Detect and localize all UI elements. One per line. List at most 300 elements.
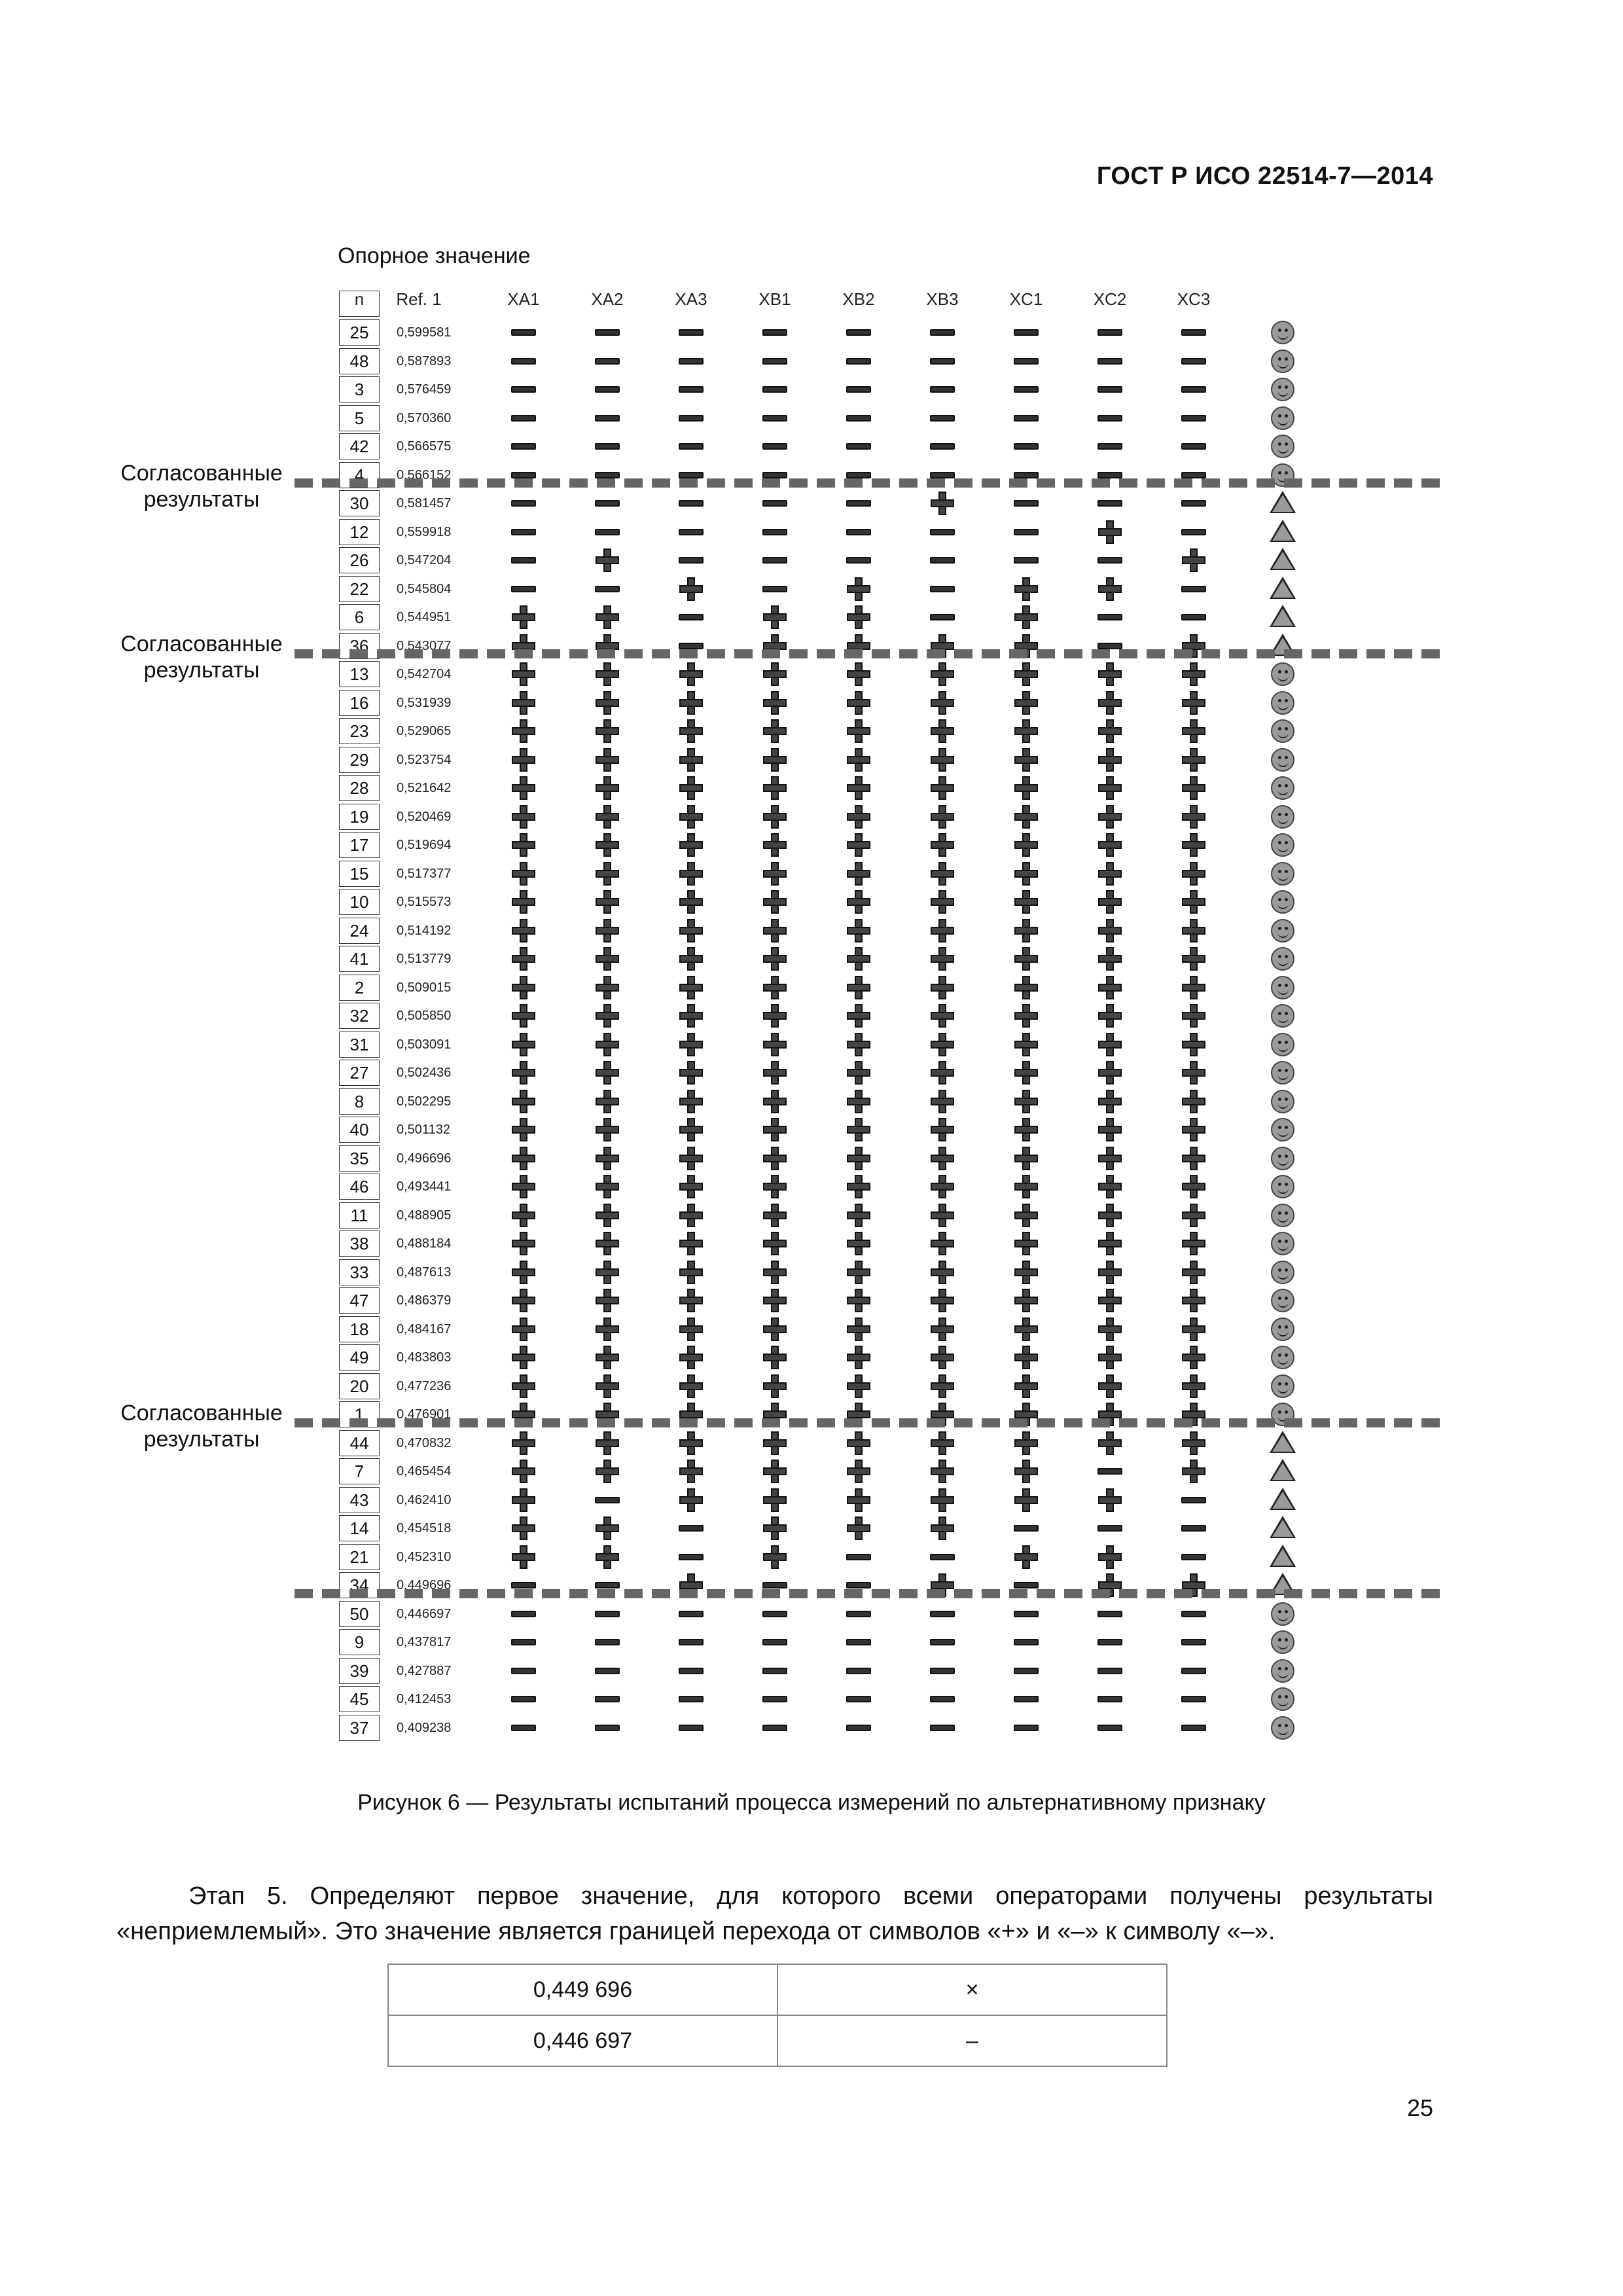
plus-icon [847, 1004, 870, 1028]
plus-icon [763, 1318, 787, 1341]
plus-icon [847, 1431, 870, 1455]
minus-icon [595, 415, 620, 422]
plus-icon [1014, 1004, 1038, 1028]
minus-icon [846, 329, 871, 336]
plus-icon [1182, 1232, 1205, 1255]
smiley-icon [1271, 1261, 1294, 1284]
plus-icon [512, 662, 535, 686]
smiley-icon [1271, 748, 1294, 772]
plus-icon [1182, 1318, 1205, 1341]
plus-icon [1098, 947, 1122, 971]
minus-icon [930, 1554, 955, 1560]
minus-icon [1097, 443, 1122, 450]
plus-icon [931, 1147, 954, 1170]
minus-icon [511, 358, 536, 365]
plus-icon [931, 1261, 954, 1284]
reference-value: 0,517377 [397, 866, 452, 881]
plus-icon [763, 1204, 787, 1227]
plus-icon [931, 919, 954, 942]
smiley-icon [1271, 862, 1294, 886]
minus-icon [1097, 386, 1122, 393]
plus-icon [679, 1004, 703, 1028]
plus-icon [847, 862, 870, 886]
minus-icon [679, 1525, 704, 1532]
minus-icon [930, 1611, 955, 1617]
reference-value: 0,531939 [397, 695, 452, 710]
plus-icon [1182, 1033, 1205, 1056]
plus-icon [847, 776, 870, 800]
plus-icon [512, 1061, 535, 1085]
plus-icon [763, 833, 787, 857]
minus-icon [1014, 1668, 1039, 1674]
minus-icon [511, 443, 536, 450]
minus-icon [1014, 358, 1039, 365]
plus-icon [1098, 862, 1122, 886]
reference-value: 0,488905 [397, 1208, 452, 1223]
plus-icon [512, 605, 535, 629]
reference-value: 0,502295 [397, 1094, 452, 1109]
row-number-cell: 23 [339, 718, 380, 744]
plus-icon [1182, 1289, 1205, 1312]
minus-icon [930, 358, 955, 365]
plus-icon [1014, 890, 1038, 914]
plus-icon [1014, 691, 1038, 715]
smiley-icon [1271, 976, 1294, 999]
plus-icon [763, 1346, 787, 1369]
triangle-icon [1270, 520, 1296, 542]
plus-icon [847, 1232, 870, 1255]
minus-icon [1181, 443, 1206, 450]
minus-icon [511, 1582, 536, 1588]
minus-icon [595, 1725, 620, 1731]
plus-icon [1098, 1033, 1122, 1056]
plus-icon [1182, 662, 1205, 686]
minus-icon [1181, 386, 1206, 393]
minus-icon [1181, 1668, 1206, 1674]
row-number-cell: 21 [339, 1544, 380, 1570]
smiley-icon [1271, 1004, 1294, 1028]
plus-icon [512, 1175, 535, 1198]
row-number-cell: 37 [339, 1715, 380, 1741]
plus-icon [1014, 1147, 1038, 1170]
plus-icon [1014, 1431, 1038, 1455]
plus-icon [931, 1033, 954, 1056]
row-number-cell: 11 [339, 1202, 380, 1229]
plus-icon [1098, 1004, 1122, 1028]
plus-icon [512, 691, 535, 715]
plus-icon [931, 947, 954, 971]
minus-icon [1097, 1611, 1122, 1617]
minus-icon [679, 386, 704, 393]
table-row [388, 2015, 1167, 2066]
plus-icon [512, 748, 535, 772]
plus-icon [679, 691, 703, 715]
reference-value: 0,437817 [397, 1635, 452, 1649]
minus-icon [846, 472, 871, 478]
plus-icon [1182, 1460, 1205, 1483]
triangle-icon [1270, 1545, 1296, 1567]
plus-icon [679, 577, 703, 601]
plus-icon [1014, 1460, 1038, 1483]
plus-icon [1098, 890, 1122, 914]
plus-icon [1098, 1261, 1122, 1284]
plus-icon [847, 890, 870, 914]
plus-icon [679, 1460, 703, 1483]
plus-icon [596, 1232, 619, 1255]
smiley-icon [1271, 1659, 1294, 1683]
dashed-separator [294, 1589, 1440, 1598]
plus-icon [1182, 1261, 1205, 1284]
reference-value: 0,520469 [397, 809, 452, 824]
plus-icon [679, 748, 703, 772]
triangle-icon [1270, 491, 1296, 513]
minus-icon [1181, 1725, 1206, 1731]
row-number-cell: 28 [339, 775, 380, 801]
plus-icon [1014, 862, 1038, 886]
plus-icon [1098, 1318, 1122, 1341]
row-number-cell: 47 [339, 1287, 380, 1314]
smiley-icon [1271, 1118, 1294, 1141]
plus-icon [847, 833, 870, 857]
minus-icon [1181, 1611, 1206, 1617]
plus-icon [1098, 520, 1122, 544]
plus-icon [1098, 1090, 1122, 1113]
plus-icon [1182, 1175, 1205, 1198]
plus-icon [763, 605, 787, 629]
minus-icon [679, 358, 704, 365]
plus-icon [931, 890, 954, 914]
plus-icon [763, 748, 787, 772]
row-number-cell: 13 [339, 661, 380, 687]
minus-icon [679, 1668, 704, 1674]
minus-icon [1181, 500, 1206, 507]
smiley-icon [1271, 1374, 1294, 1398]
plus-icon [679, 1175, 703, 1198]
plus-icon [512, 947, 535, 971]
plus-icon [763, 662, 787, 686]
minus-icon [1014, 472, 1039, 478]
plus-icon [512, 976, 535, 999]
smiley-icon [1271, 378, 1294, 401]
plus-icon [931, 805, 954, 829]
smiley-icon [1271, 1687, 1294, 1711]
plus-icon [512, 1004, 535, 1028]
plus-icon [931, 1232, 954, 1255]
minus-icon [1097, 1725, 1122, 1731]
plus-icon [847, 1374, 870, 1398]
minus-icon [679, 1554, 704, 1560]
plus-icon [763, 1289, 787, 1312]
reference-value: 0,409238 [397, 1720, 452, 1735]
reference-value: 0,449696 [397, 1578, 452, 1592]
plus-icon [847, 1516, 870, 1540]
result-table [387, 1964, 1168, 2067]
column-header: XC3 [1177, 289, 1211, 309]
row-number-cell: 40 [339, 1117, 380, 1143]
reference-value: 0,529065 [397, 724, 452, 738]
row-number-cell: 17 [339, 832, 380, 858]
plus-icon [931, 662, 954, 686]
row-number-cell: 3 [339, 376, 380, 403]
row-number-cell: 25 [339, 319, 380, 346]
plus-icon [1014, 1175, 1038, 1198]
minus-icon [762, 1696, 787, 1702]
plus-icon [512, 1346, 535, 1369]
reference-value: 0,566575 [397, 439, 452, 454]
row-number-cell: 10 [339, 889, 380, 915]
plus-icon [931, 1431, 954, 1455]
minus-icon [595, 386, 620, 393]
step-paragraph: Этап 5. Определяют первое значение, для которого всеми операторами получены результаты «неприемлемый». Это значение является границей перехода от символов «+» и «–» к символу «–». [116, 1882, 1433, 1945]
plus-icon [512, 1147, 535, 1170]
plus-icon [763, 776, 787, 800]
minus-icon [1097, 1525, 1122, 1532]
reference-value: 0,462410 [397, 1492, 452, 1507]
plus-icon [512, 1374, 535, 1398]
reference-value: 0,505850 [397, 1009, 452, 1023]
column-header: XB2 [842, 289, 875, 309]
minus-icon [1097, 557, 1122, 564]
plus-icon [931, 1004, 954, 1028]
plus-icon [596, 1061, 619, 1085]
smiley-icon [1271, 691, 1294, 715]
row-number-cell: 2 [339, 975, 380, 1001]
plus-icon [1014, 947, 1038, 971]
reference-value: 0,454518 [397, 1521, 452, 1535]
reference-value: 0,545804 [397, 581, 452, 596]
smiley-icon [1271, 1602, 1294, 1626]
minus-icon [930, 443, 955, 450]
minus-icon [846, 1668, 871, 1674]
row-number-cell: 36 [339, 633, 380, 659]
plus-icon [763, 1545, 787, 1569]
minus-icon [846, 415, 871, 422]
reference-value: 0,509015 [397, 980, 452, 995]
smiley-icon [1271, 1630, 1294, 1654]
reference-value: 0,446697 [397, 1606, 452, 1621]
plus-icon [931, 862, 954, 886]
plus-icon [512, 1261, 535, 1284]
reference-value: 0,576459 [397, 382, 452, 397]
minus-icon [846, 1639, 871, 1645]
agreed-results-label: Согласованные результаты [120, 632, 283, 683]
minus-icon [1014, 1525, 1039, 1532]
minus-icon [511, 1668, 536, 1674]
plus-icon [596, 719, 619, 743]
plus-icon [1014, 1289, 1038, 1312]
minus-icon [930, 557, 955, 564]
row-number-cell: 39 [339, 1658, 380, 1684]
plus-icon [1182, 919, 1205, 942]
plus-icon [679, 1488, 703, 1512]
minus-icon [1014, 415, 1039, 422]
n-header-box [339, 291, 380, 317]
plus-icon [1098, 1545, 1122, 1569]
minus-icon [511, 415, 536, 422]
minus-icon [1014, 529, 1039, 535]
plus-icon [596, 976, 619, 999]
smiley-icon [1271, 1204, 1294, 1227]
reference-value: 0,484167 [397, 1321, 452, 1336]
minus-icon [595, 500, 620, 507]
plus-icon [679, 1374, 703, 1398]
triangle-icon [1270, 1459, 1296, 1481]
plus-icon [847, 1488, 870, 1512]
symbol-cell: × [777, 1964, 1167, 2015]
reference-value: 0,581457 [397, 496, 452, 511]
plus-icon [1182, 976, 1205, 999]
plus-icon [931, 1090, 954, 1113]
plus-icon [1014, 1061, 1038, 1085]
minus-icon [762, 586, 787, 592]
minus-icon [595, 1668, 620, 1674]
plus-icon [512, 1431, 535, 1455]
plus-icon [1182, 748, 1205, 772]
plus-icon [596, 548, 619, 572]
row-number-cell: 38 [339, 1230, 380, 1257]
minus-icon [511, 1639, 536, 1645]
plus-icon [763, 919, 787, 942]
plus-icon [512, 1118, 535, 1141]
plus-icon [931, 1289, 954, 1312]
plus-icon [847, 1318, 870, 1341]
dashed-separator [294, 649, 1440, 658]
minus-icon [1014, 329, 1039, 336]
row-number-cell: 16 [339, 690, 380, 716]
minus-icon [679, 643, 704, 649]
minus-icon [595, 1696, 620, 1702]
plus-icon [931, 1374, 954, 1398]
plus-icon [847, 1061, 870, 1085]
triangle-icon [1270, 605, 1296, 627]
plus-icon [1182, 776, 1205, 800]
plus-icon [1014, 1318, 1038, 1341]
plus-icon [847, 577, 870, 601]
smiley-icon [1271, 1175, 1294, 1198]
plus-icon [512, 1090, 535, 1113]
value-cell: 0,449 696 [388, 1964, 777, 2015]
plus-icon [1098, 1204, 1122, 1227]
plus-icon [763, 1061, 787, 1085]
minus-icon [679, 329, 704, 336]
minus-icon [846, 529, 871, 535]
minus-icon [1014, 500, 1039, 507]
minus-icon [595, 1497, 620, 1503]
plus-icon [931, 1175, 954, 1198]
plus-icon [1182, 890, 1205, 914]
plus-icon [847, 1090, 870, 1113]
plus-icon [512, 1204, 535, 1227]
minus-icon [762, 500, 787, 507]
plus-icon [1014, 1374, 1038, 1398]
plus-icon [1014, 662, 1038, 686]
plus-icon [763, 1460, 787, 1483]
plus-icon [512, 862, 535, 886]
minus-icon [1181, 1554, 1206, 1560]
plus-icon [512, 1033, 535, 1056]
plus-icon [1014, 577, 1038, 601]
plus-icon [1014, 719, 1038, 743]
plus-icon [1182, 1431, 1205, 1455]
minus-icon [762, 1725, 787, 1731]
plus-icon [931, 1460, 954, 1483]
figure-title: Опорное значение [338, 243, 531, 268]
minus-icon [846, 557, 871, 564]
plus-icon [847, 1460, 870, 1483]
row-number-cell: 5 [339, 405, 380, 431]
minus-icon [930, 329, 955, 336]
minus-icon [511, 386, 536, 393]
plus-icon [1098, 976, 1122, 999]
plus-icon [596, 1516, 619, 1540]
plus-icon [847, 1118, 870, 1141]
minus-icon [1014, 1639, 1039, 1645]
plus-icon [679, 1346, 703, 1369]
minus-icon [762, 1639, 787, 1645]
plus-icon [931, 1516, 954, 1540]
dashed-separator [294, 478, 1440, 488]
plus-icon [847, 1346, 870, 1369]
plus-icon [1014, 1346, 1038, 1369]
minus-icon [1014, 1611, 1039, 1617]
row-number-cell: 6 [339, 604, 380, 630]
plus-icon [763, 1516, 787, 1540]
reference-value: 0,566152 [397, 467, 452, 482]
plus-icon [596, 1460, 619, 1483]
minus-icon [1181, 1525, 1206, 1532]
minus-icon [846, 443, 871, 450]
plus-icon [679, 805, 703, 829]
row-number-cell: 15 [339, 861, 380, 887]
minus-icon [1097, 415, 1122, 422]
row-number-cell: 43 [339, 1487, 380, 1513]
reference-value: 0,542704 [397, 667, 452, 681]
minus-icon [1014, 443, 1039, 450]
plus-icon [847, 1147, 870, 1170]
plus-icon [679, 1204, 703, 1227]
reference-value: 0,477236 [397, 1378, 452, 1393]
smiley-icon [1271, 719, 1294, 743]
plus-icon [1182, 1204, 1205, 1227]
plus-icon [596, 1147, 619, 1170]
plus-icon [1182, 862, 1205, 886]
minus-icon [846, 1554, 871, 1560]
plus-icon [1098, 577, 1122, 601]
plus-icon [1098, 776, 1122, 800]
minus-icon [511, 472, 536, 478]
minus-icon [511, 586, 536, 592]
reference-value: 0,493441 [397, 1179, 452, 1194]
plus-icon [1014, 805, 1038, 829]
plus-icon [1098, 748, 1122, 772]
reference-value: 0,523754 [397, 752, 452, 767]
plus-icon [763, 1147, 787, 1170]
plus-icon [763, 862, 787, 886]
plus-icon [1182, 548, 1205, 572]
triangle-icon [1270, 1516, 1296, 1538]
minus-icon [1181, 614, 1206, 620]
plus-icon [512, 833, 535, 857]
plus-icon [847, 1261, 870, 1284]
plus-icon [1182, 719, 1205, 743]
standard-header: ГОСТ Р ИСО 22514-7—2014 [1096, 162, 1433, 190]
row-number-cell: 22 [339, 576, 380, 602]
minus-icon [595, 472, 620, 478]
reference-value: 0,514192 [397, 923, 452, 938]
plus-icon [596, 833, 619, 857]
figure-caption: Рисунок 6 — Результаты испытаний процесса измерений по альтернативному признаку [357, 1790, 1266, 1815]
reference-value: 0,496696 [397, 1151, 452, 1166]
